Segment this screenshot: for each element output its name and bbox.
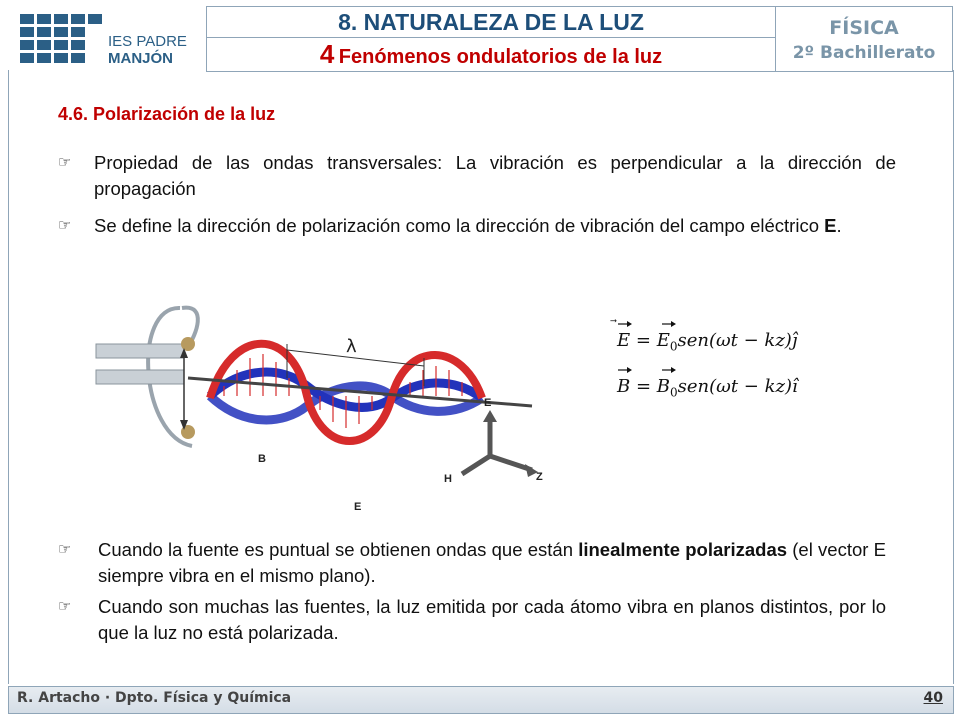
b-field-label: B (258, 453, 266, 465)
bold-linear-polarization: linealmente polarizadas (578, 539, 788, 560)
section-title: 4.6. Polarización de la luz (58, 104, 276, 124)
axis-z-label: Z (536, 471, 543, 483)
vector-arrows (612, 318, 712, 388)
bold-e: E (824, 215, 837, 236)
footer-bar (8, 686, 954, 714)
footer-author: R. Artacho · Dpto. Física y Química (17, 690, 292, 706)
page-number: 40 (923, 690, 943, 706)
unit-title: 8. NATURALEZA DE LA LUZ (206, 6, 776, 37)
vector-e: E (617, 330, 631, 351)
subject-badge (776, 6, 953, 72)
axis-h-label: H (444, 473, 452, 485)
bullet-polarization-direction (58, 213, 896, 239)
logo-text-line1: IES PADRE (108, 33, 187, 50)
course-label: 2º Bachillerato (792, 43, 936, 63)
lambda-label: λ (346, 336, 357, 357)
bullet-text: Cuando la fuente es puntual se obtienen ondas que están linealmente polarizadas (el vector E siempre vibra en el mismo plano). (98, 539, 886, 586)
axis-e-label: E (484, 397, 492, 409)
school-logo (12, 8, 204, 70)
bullet-transverse-waves (58, 150, 896, 202)
bullet-text: Propiedad de las ondas transversales: La vibración es perpendicular a la dirección de propagación (94, 152, 896, 199)
school-logo-icon (12, 8, 204, 70)
equation-electric-field: $E = E_0sen(\omega t$ − kz)ĵ (617, 330, 798, 354)
vector-b: B (617, 376, 631, 397)
subject-label: FÍSICA (829, 17, 899, 39)
pointing-hand-icon: ☞ (58, 217, 72, 234)
em-wave-figure (92, 286, 552, 526)
bullet-many-sources (58, 594, 886, 646)
upper-charge (181, 337, 195, 351)
upper-plate (96, 344, 184, 358)
lower-plate (96, 370, 184, 384)
bullet-text: Se define la dirección de polarización como la dirección de vibración del campo eléctrico E. (94, 215, 842, 236)
logo-text-line2: MANJÓN (108, 50, 174, 67)
pointing-hand-icon: ☞ (58, 541, 72, 558)
topic-number: 4 (319, 39, 335, 69)
pointing-hand-icon: ☞ (58, 154, 72, 171)
bullet-point-source (58, 537, 886, 589)
topic-title-text: Fenómenos ondulatorios de la luz (338, 46, 663, 68)
topic-title (206, 37, 776, 72)
bullet-text: Cuando son muchas las fuentes, la luz emitida por cada átomo vibra en planos distintos, por lo que la luz no está polarizada. (98, 596, 886, 643)
em-wave-illustration (92, 286, 552, 526)
equation-magnetic-field: $B = B_0sen(\omega t$ − kz)î (617, 376, 798, 400)
pointing-hand-icon: ☞ (58, 598, 72, 615)
e-field-label: E (354, 501, 362, 513)
